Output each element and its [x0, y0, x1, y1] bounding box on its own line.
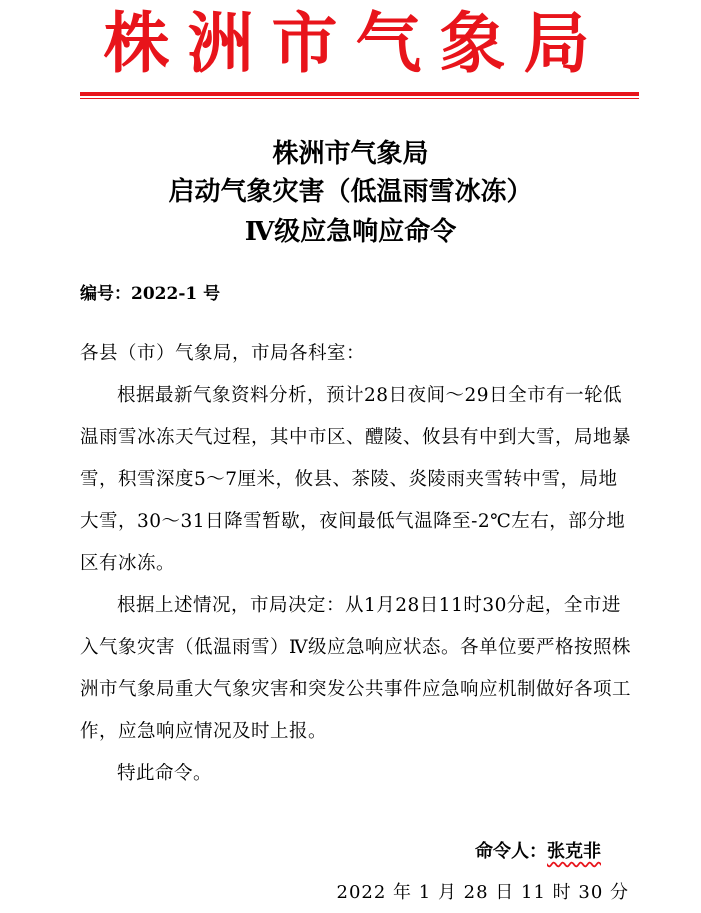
signature-label: 命令人：	[475, 841, 547, 862]
masthead-red-rule-thin	[80, 98, 639, 99]
signature-name: 张克非	[547, 841, 601, 862]
closing-statement: 特此命令。	[117, 763, 213, 784]
masthead-red-rule	[80, 92, 639, 96]
addressee: 各县（市）气象局，市局各科室：	[80, 343, 366, 364]
document-title-line-3: Ⅳ级应急响应命令	[244, 217, 457, 247]
document-title-line-1: 株洲市气象局	[272, 139, 429, 169]
body-paragraph-2: 根据上述情况，市局决定：从1月28日11时30分起，全市进入气象灾害（低温雨雪）Ⅳ级应急响应状态。各单位要严格按照株洲市气象局重大气象灾害和突发公共事件应急响应机制做好各项工作，应急响应情况及时上报。	[80, 595, 632, 742]
issue-date: 2022 年 1 月 28 日 11 时 30 分	[336, 882, 629, 903]
document-number: 编号：2022-1 号	[80, 284, 221, 304]
signature-block	[475, 837, 601, 867]
document-title-line-2: 启动气象灾害（低温雨雪冰冻）	[168, 177, 533, 207]
body-paragraph-1: 根据最新气象资料分析，预计28日夜间～29日全市有一轮低温雨雪冰冻天气过程，其中市区、醴陵、攸县有中到大雪，局地暴雪，积雪深度5～7厘米，攸县、茶陵、炎陵雨夹雪转中雪，局地大雪，30～31日降雪暂歇，夜间最低气温降至-2℃左右，部分地区有冰冻。	[80, 385, 632, 574]
agency-masthead: 株洲市气象局	[103, 5, 608, 82]
